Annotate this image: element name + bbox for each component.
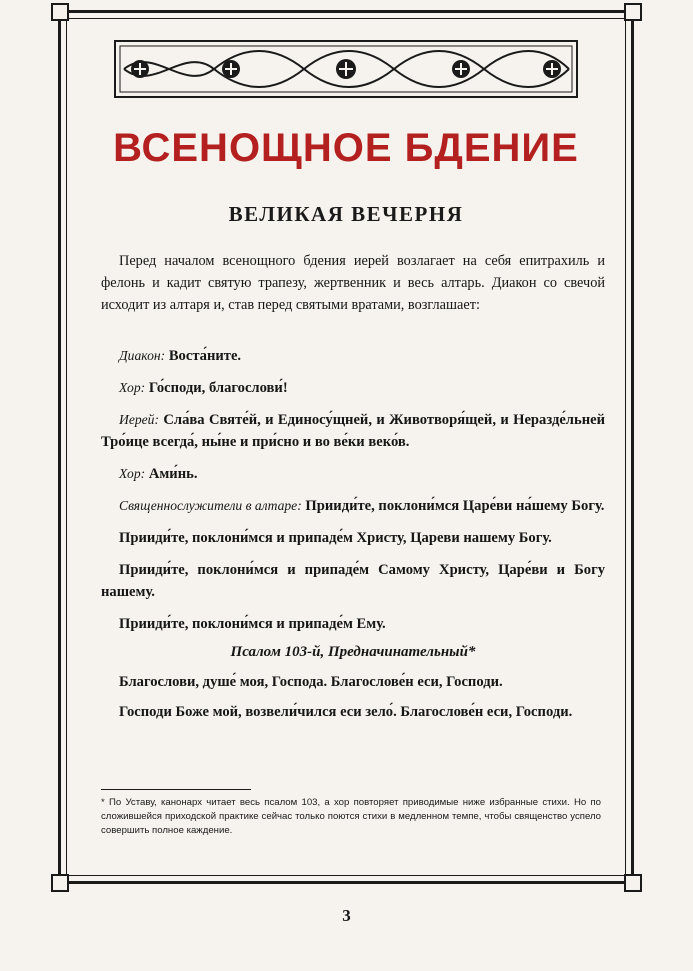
dialogue-line (101, 345, 605, 367)
corner-ornament-bottom-left (51, 874, 69, 892)
line-text: Воста́ните. (168, 348, 242, 364)
corner-ornament-top-right (624, 3, 642, 21)
section-subtitle: ВЕЛИКАЯ ВЕЧЕРНЯ (228, 202, 464, 226)
dialogue-block (101, 345, 605, 723)
line-text: Ами́нь. (148, 466, 198, 482)
speaker-label: Хор: (119, 380, 146, 395)
corner-ornament-top-left (51, 3, 69, 21)
verse: Прииди́те, поклони́мся и припаде́м Ему. (119, 616, 386, 632)
rubric-intro: Перед началом всенощного бдения иерей возлагает на себя епитрахиль и фелонь и кадит святую трапезу, жертвенник и весь алтарь. Диакон со свечой исходит из алтаря и, став перед святыми вратами, возглашает: (101, 253, 605, 313)
verse: Прииди́те, поклони́мся и припаде́м Самому Христу, Царе́ви и Богу нашему. (101, 562, 605, 600)
psalm-verse: Благослови, душе́ моя, Господа. Благослове́н еси, Господи. (119, 674, 503, 690)
page-number: 3 (342, 906, 351, 925)
dialogue-line (101, 409, 605, 453)
speaker-label: Хор: (119, 466, 146, 481)
psalm-verse: Господи Боже мой, возвели́чился еси зело́. Благослове́н еси, Господи. (119, 704, 573, 720)
speaker-label: Диакон: (119, 348, 166, 363)
speaker-label: Иерей: (119, 412, 160, 427)
headpiece-ornament-icon (114, 40, 578, 98)
verse: Прииди́те, поклони́мся и припаде́м Христу, Цареви нашему Богу. (119, 530, 552, 546)
dialogue-line (101, 495, 605, 517)
page-title: ВСЕНОЩНОЕ БДЕНИЕ (113, 126, 579, 170)
footnote: * По Уставу, канонарх читает весь псалом 103, а хор повторяет приводимые ниже избранные стихи. Но по сложившейся приходской практике сейчас только поются стихи в медленном темпе, чтобы священство успело совершить полное каждение. (101, 797, 601, 836)
intro-block (101, 250, 605, 316)
dialogue-line (101, 463, 605, 485)
speaker-label: Священнослужители в алтаре: (119, 498, 302, 513)
dialogue-line (101, 377, 605, 399)
footnote-divider (101, 789, 251, 790)
line-text: Го́споди, благослови́! (148, 380, 288, 396)
corner-ornament-bottom-right (624, 874, 642, 892)
line-text: Сла́ва Святе́й, и Единосу́щней, и Животворя́щей, и Неразде́льней Тро́ице всегда́, ны́не и при́сно и во ве́ки веко́в. (101, 412, 606, 450)
psalm-title: Псалом 103-й, Предначинательный* (230, 644, 476, 660)
line-text: Прииди́те, поклони́мся Царе́ви на́шему Богу. (305, 498, 605, 514)
